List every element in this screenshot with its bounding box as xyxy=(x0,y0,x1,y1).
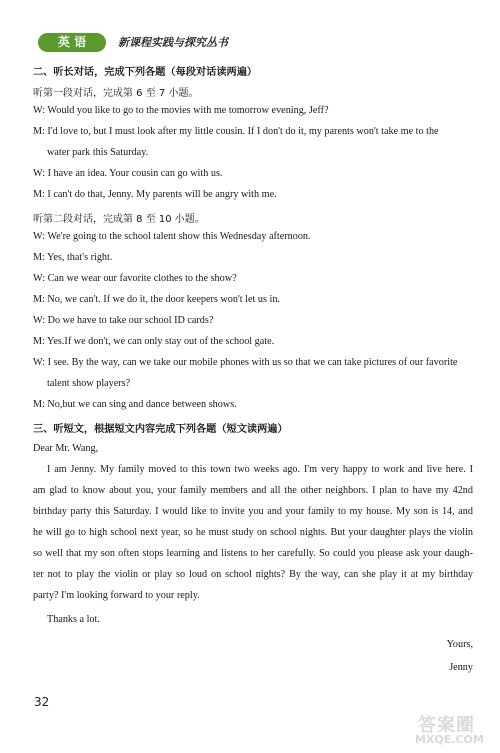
dialogue-2-intro: 听第二段对话，完成第 8 至 10 小题。 xyxy=(33,214,205,225)
section-2-title: 二、听长对话，完成下列各题（每段对话读两遍） xyxy=(33,67,258,78)
dialogue-2-line: M: Yes, that's right. xyxy=(33,252,113,263)
letter-body-line: party? I'm looking forward to your reply. xyxy=(33,590,200,601)
page-header xyxy=(38,33,238,53)
series-title: 新课程实践与探究丛书 xyxy=(118,36,228,49)
watermark-url: MXQE.COM xyxy=(415,733,484,746)
letter-signature: Jenny xyxy=(449,662,473,673)
dialogue-2-line: M: No,but we can sing and dance between shows. xyxy=(33,399,237,410)
dialogue-1-line: M: I'd love to, but I must look after my little cousin. If I don't do it, my parents won't take me to the xyxy=(33,126,439,137)
dialogue-2-line: W: Do we have to take our school ID cards? xyxy=(33,315,214,326)
dialogue-2-line: W: I see. By the way, can we take our mobile phones with us so that we can take pictures of our favorite xyxy=(33,357,458,368)
letter-closing: Yours, xyxy=(446,639,473,650)
dialogue-2-line: M: Yes.If we don't, we can only stay out of the school gate. xyxy=(33,336,275,347)
watermark-text: 答案圈 xyxy=(418,715,475,736)
dialogue-2-line: M: No, we can't. If we do it, the door keepers won't let us in. xyxy=(33,294,280,305)
dialogue-1-intro: 听第一段对话，完成第 6 至 7 小题。 xyxy=(33,88,199,99)
dialogue-1-line: W: I have an idea. Your cousin can go with us. xyxy=(33,168,223,179)
dialogue-1-line: water park this Saturday. xyxy=(47,147,149,158)
subject-badge: 英 语 xyxy=(38,33,106,52)
letter-thanks: Thanks a lot. xyxy=(47,614,100,625)
dialogue-2-line: talent show players? xyxy=(47,378,131,389)
letter-greeting: Dear Mr. Wang, xyxy=(33,443,99,454)
page-number: 32 xyxy=(34,695,50,709)
dialogue-1-line: W: Would you like to go to the movies with me tomorrow evening, Jeff? xyxy=(33,105,329,116)
letter-body-line: he will go to high school next year, so he must study on school nights. But your daughter plays the violin xyxy=(33,527,473,538)
watermark xyxy=(415,711,495,751)
letter-body-line: birthday party this Saturday. I would like to invite you and your family to my house. My son is 14, and xyxy=(33,506,473,517)
letter-body-line: so well that my son often stops learning and listens to her carefully. So could you please ask your daugh- xyxy=(33,548,473,559)
letter-body-line: am glad to know about you, your family members and all the other neighbors. I plan to have my 42nd xyxy=(33,485,473,496)
letter-body-line: I am Jenny. My family moved to this town two weeks ago. I'm very happy to work and live here. I xyxy=(47,464,473,475)
letter-body-line: ter not to play the violin or play so loud on school nights? By the way, can she play it at my birthday xyxy=(33,569,473,580)
section-3-title: 三、听短文，根据短文内容完成下列各题（短文读两遍） xyxy=(33,424,288,435)
dialogue-1-line: M: I can't do that, Jenny. My parents will be angry with me. xyxy=(33,189,277,200)
dialogue-2-line: W: Can we wear our favorite clothes to the show? xyxy=(33,273,237,284)
dialogue-2-line: W: We're going to the school talent show this Wednesday afternoon. xyxy=(33,231,311,242)
